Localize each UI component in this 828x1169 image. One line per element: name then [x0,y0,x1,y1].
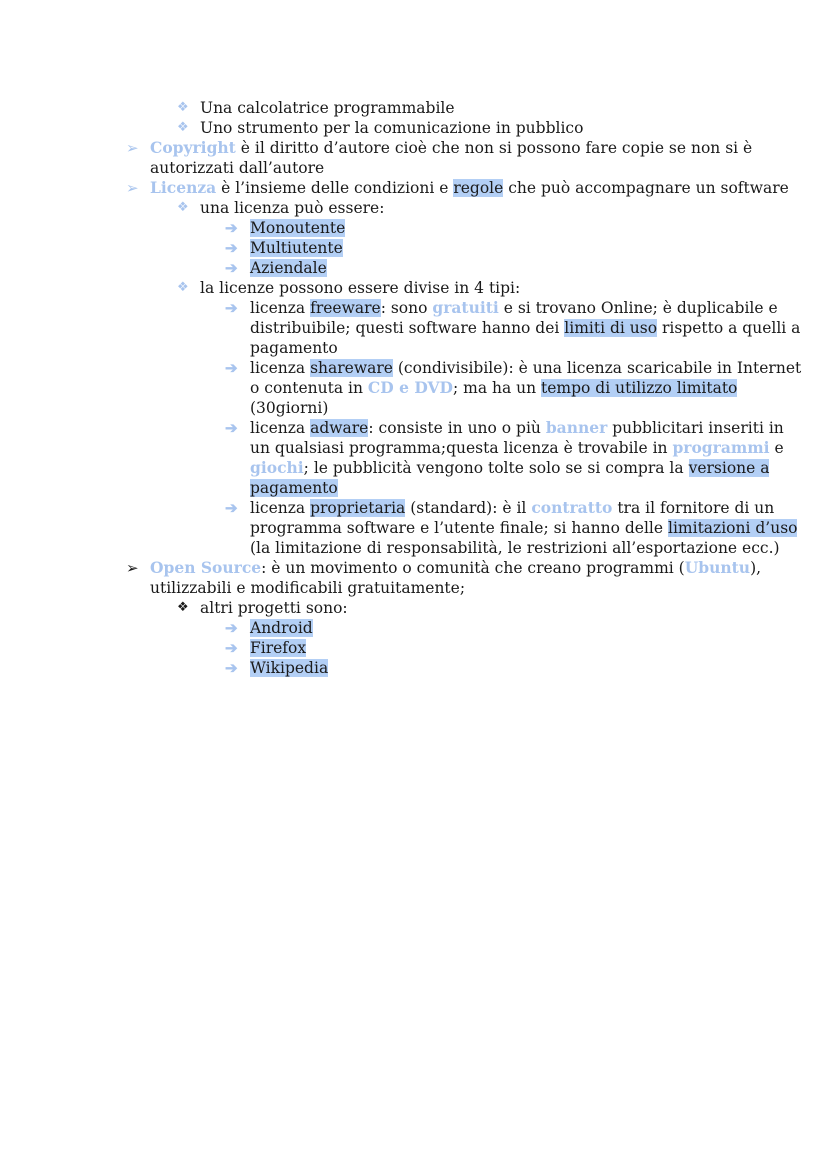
keyword-banner: banner [545,418,608,437]
list-item [250,638,306,658]
diamond-bullet-icon: ❖ [177,280,189,295]
text: ; le pubblicità vengono tolte solo se si compra la [303,459,689,477]
licenza-text: è l’insieme delle condizioni e [216,179,454,197]
text: : è un movimento o comunità che creano programmi ( [261,559,685,577]
adware-cont [250,438,784,458]
text: (standard): è il [405,499,532,517]
highlight-shareware: shareware [310,359,393,377]
text: licenza [250,359,311,377]
opensource-cont: utilizzabili e modificabili gratuitamente; [150,579,466,597]
keyword-giochi: giochi [250,458,304,477]
shareware-item [250,358,801,378]
text: o contenuta in [250,379,368,397]
keyword-open-source: Open Source [150,558,262,577]
projects-intro: altri progetti sono: [200,599,348,617]
list-item: Una calcolatrice programmabile [200,99,455,117]
types-intro: una licenza può essere: [200,199,385,217]
adware-cont [250,458,769,478]
copyright-text: è il diritto d’autore cioè che non si possono fare copie se non si è [235,139,753,157]
arrow-bullet-icon: ➔ [225,619,238,637]
arrow-bullet-icon: ➔ [225,239,238,257]
adware-item [250,418,784,438]
highlight-type: Aziendale [250,259,327,277]
list-item [250,618,313,638]
freeware-item [250,298,778,318]
arrow-bullet-icon: ➔ [225,359,238,377]
keyword-cd-dvd: CD e DVD [367,378,453,397]
shareware-cont: (30giorni) [250,399,329,417]
opensource-item [150,558,761,578]
highlight-limitazioni: limitazioni d’uso [668,519,798,537]
text: ), [750,559,762,577]
text: ; ma ha un [452,379,542,397]
highlight-type: Monoutente [250,219,346,237]
keyword-licenza: Licenza [150,178,217,197]
arrow-bullet-icon: ➔ [225,299,238,317]
highlight-proprietaria: proprietaria [310,499,406,517]
keyword-programmi: programmi [672,438,770,457]
list-item [250,238,343,258]
diamond-bullet-icon: ❖ [177,600,189,615]
proprietaria-cont: (la limitazione di responsabilità, le restrizioni all’esportazione ecc.) [250,539,780,557]
highlight-project: Firefox [250,639,307,657]
text: licenza [250,419,311,437]
diamond-bullet-icon: ❖ [177,100,189,115]
highlight-project: Wikipedia [250,659,329,677]
freeware-cont [250,318,800,338]
adware-cont [250,478,338,498]
list-item: Uno strumento per la comunicazione in pubblico [200,119,584,137]
text: e si trovano Online; è duplicabile e [498,299,778,317]
text: e [769,439,784,457]
text: un qualsiasi programma;questa licenza è trovabile in [250,439,673,457]
highlight-pagamento: pagamento [250,479,338,497]
list-item [250,258,327,278]
keyword-gratuiti: gratuiti [432,298,499,317]
text: distribuibile; questi software hanno dei [250,319,565,337]
text: : consiste in uno o più [368,419,546,437]
arrow-bullet-icon: ➔ [225,219,238,237]
arrow-bullet-icon: ➔ [225,499,238,517]
highlight-regole: regole [453,179,504,197]
text: licenza [250,299,311,317]
highlight-tempo: tempo di utilizzo limitato [541,379,738,397]
text: programma software e l’utente finale; si hanno delle [250,519,668,537]
copyright-text-cont: autorizzati dall’autore [150,159,325,177]
arrowhead-bullet-icon: ➢ [126,559,139,577]
arrow-bullet-icon: ➔ [225,259,238,277]
text: licenza [250,499,311,517]
proprietaria-item [250,498,774,518]
highlight-limiti: limiti di uso [564,319,658,337]
diamond-bullet-icon: ❖ [177,120,189,135]
keyword-ubuntu: Ubuntu [684,558,751,577]
licenza-text-end: che può accompagnare un software [503,179,789,197]
text: : sono [380,299,433,317]
freeware-cont: pagamento [250,339,338,357]
arrow-bullet-icon: ➔ [225,419,238,437]
copyright-item [150,138,752,158]
shareware-cont [250,378,737,398]
text: tra il fornitore di un [612,499,775,517]
licenza-item [150,178,789,198]
highlight-versione: versione a [688,459,770,477]
arrowhead-bullet-icon: ➢ [126,179,139,197]
arrowhead-bullet-icon: ➢ [126,139,139,157]
text: rispetto a quelli a [657,319,801,337]
arrow-bullet-icon: ➔ [225,659,238,677]
diamond-bullet-icon: ❖ [177,200,189,215]
highlight-type: Multiutente [250,239,343,257]
keyword-contratto: contratto [531,498,613,517]
kinds-intro: la licenze possono essere divise in 4 tipi: [200,279,521,297]
proprietaria-cont [250,518,797,538]
keyword-copyright: Copyright [150,138,236,157]
list-item [250,658,328,678]
highlight-project: Android [250,619,313,637]
text: (condivisibile): è una licenza scaricabile in Internet [392,359,802,377]
list-item [250,218,345,238]
text: pubblicitari inseriti in [607,419,784,437]
highlight-freeware: freeware [310,299,381,317]
highlight-adware: adware [310,419,369,437]
arrow-bullet-icon: ➔ [225,639,238,657]
